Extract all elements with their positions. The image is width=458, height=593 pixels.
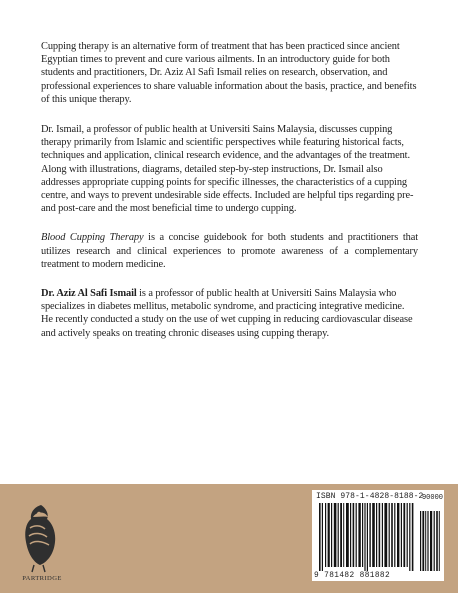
- book-title: Blood Cupping Therapy: [41, 232, 144, 244]
- details-paragraph: Dr. Ismail, a professor of public health at Universiti Sains Malaysia, discusses cupping therapy primarily from Islamic and scientific perspectives while featuring historical facts, techniques and application, clinical research evidence, and the advantages of the treatment. Along with illustrations, diagrams, detailed step-by-step instructions, Dr. Ismail also addresses appropriate cupping points for specific illnesses, the characteristics of a cupping centre, and ways to prevent undesirable side effects. Included are helpful tips regarding pre- and post-care and the most beneficial time to undergo cupping.: [41, 124, 414, 215]
- summary-text: is a concise guidebook for both students and practitioners that utilizes research and clinical experiences to promote awareness of a complementary treatment to modern medicine.: [41, 232, 418, 270]
- partridge-logo-icon: [18, 499, 64, 583]
- barcode-main-icon: [319, 503, 415, 571]
- summary-paragraph: [41, 231, 418, 271]
- publisher-name: PARTRIDGE: [22, 575, 62, 582]
- barcode-digits: 9 781482 881882: [314, 572, 391, 580]
- intro-paragraph: Cupping therapy is an alternative form of treatment that has been practiced since ancient Egyptian times to prevent and cure various ailments. In an introductory guide for both students and practitioners, Dr. Aziz Al Safi Ismail relies on research, observation, and professional experiences to share valuable information about the basis, practice, and benefits of this unique therapy.: [41, 41, 417, 105]
- back-cover-text: [41, 40, 418, 340]
- isbn-barcode-box: [312, 490, 444, 581]
- author-bio-text: is a professor of public health at Universiti Sains Malaysia who specializes in diabetes mellitus, metabolic syndrome, and practicing integrative medicine. He recently conducted a study on the use of wet cupping in reducing cardiovascular disease and actively speaks on treating chronic diseases using cupping therapy.: [41, 288, 413, 339]
- author-bio-paragraph: [41, 287, 418, 340]
- author-name: Dr. Aziz Al Safi Ismail: [41, 288, 137, 300]
- isbn-addon-digits: 90000: [421, 494, 443, 502]
- isbn-label: ISBN 978-1-4828-8188-2: [316, 492, 424, 501]
- barcode-addon-icon: [420, 503, 440, 571]
